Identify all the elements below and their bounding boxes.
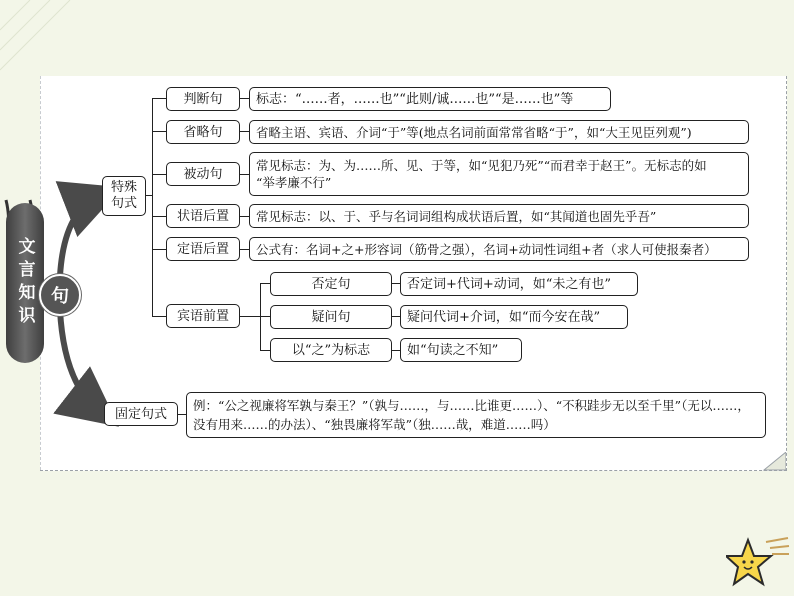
sidebar-tag-text: 文言知识 <box>14 237 35 329</box>
node-zhi-marker-label: 以“之”为标志 <box>291 342 371 358</box>
node-zhi-marker <box>270 338 392 362</box>
connector <box>260 350 270 351</box>
desc-adverbial-postpos-text: 常见标志：以、于、乎与名词词组构成状语后置，如“其闻道也固先乎吾” <box>256 208 657 224</box>
connector <box>240 316 260 317</box>
node-object-prepos <box>166 304 240 328</box>
node-omission-label: 省略句 <box>183 124 223 140</box>
connector <box>392 283 400 284</box>
star-mascot-icon <box>726 536 790 594</box>
connector <box>392 350 400 351</box>
desc-judgment-text: 标志：“……者，……也”“此则/诚……也”“是……也”等 <box>256 91 574 107</box>
desc-attributive-postpos <box>249 237 749 261</box>
node-judgment-label: 判断句 <box>183 91 223 107</box>
desc-interrogative-text: 疑问代词+介词，如“而今安在哉” <box>407 309 601 325</box>
desc-judgment <box>249 87 611 111</box>
connector <box>392 316 400 317</box>
desc-fixed-line-2: 没有用来……的办法）、“独畏廉将军哉”（独……哉，难道……吗） <box>193 417 556 432</box>
hub-node <box>39 274 81 316</box>
connector <box>240 216 249 217</box>
desc-attributive-postpos-text: 公式有：名词+之+形容词（筋骨之强），名词+动词性词组+者（求人可使报秦者） <box>256 241 717 257</box>
desc-zhi-marker <box>400 338 522 362</box>
hub-text: 句 <box>51 286 69 307</box>
connector <box>152 249 166 250</box>
node-interrogative-label: 疑问句 <box>311 309 351 325</box>
connector <box>152 98 166 99</box>
node-special-patterns <box>102 176 146 216</box>
connector <box>240 174 249 175</box>
node-negative <box>270 272 392 296</box>
node-passive-label: 被动句 <box>183 166 223 182</box>
node-attributive-postpos-label: 定语后置 <box>176 241 229 257</box>
connector <box>178 414 186 415</box>
connector <box>152 216 166 217</box>
connector <box>152 174 166 175</box>
desc-negative <box>400 272 638 296</box>
connector <box>240 131 249 132</box>
connector <box>152 131 166 132</box>
node-attributive-postpos <box>166 237 240 261</box>
desc-omission <box>249 120 749 144</box>
node-adverbial-postpos-label: 状语后置 <box>176 208 229 224</box>
connector <box>260 316 270 317</box>
desc-interrogative <box>400 305 628 329</box>
connector <box>260 283 270 284</box>
desc-zhi-marker-text: 如“句读之不知” <box>407 342 499 358</box>
node-judgment <box>166 87 240 111</box>
node-fixed-patterns <box>104 402 178 426</box>
node-omission <box>166 120 240 144</box>
node-special-patterns-label: 特殊句式 <box>110 180 137 211</box>
connector <box>240 98 249 99</box>
desc-adverbial-postpos <box>249 204 749 228</box>
connector <box>240 249 249 250</box>
desc-passive-line-2: “举孝廉不行” <box>256 175 332 190</box>
desc-fixed-line-1: 例：“公之视廉将军孰与秦王？”（孰与……，与……比谁更……）、“不积跬步无以至千里”（无以……， <box>193 398 750 413</box>
node-adverbial-postpos <box>166 204 240 228</box>
desc-passive <box>249 152 749 196</box>
page-curl <box>760 452 786 472</box>
desc-passive-line-1: 常见标志：为、为……所、见、于等，如“见犯乃死”“而君幸于赵王”。无标志的如 <box>256 158 707 173</box>
node-fixed-patterns-label: 固定句式 <box>114 406 167 422</box>
desc-fixed-patterns <box>186 392 766 438</box>
desc-omission-text: 省略主语、宾语、介词“于”等(地点名词前面常常省略“于”，如“大王见臣列观”) <box>256 124 692 140</box>
corner-decoration <box>0 0 120 80</box>
node-object-prepos-label: 宾语前置 <box>176 308 229 324</box>
node-passive <box>166 162 240 186</box>
desc-negative-text: 否定词+代词+动词，如“未之有也” <box>407 276 612 292</box>
node-interrogative <box>270 305 392 329</box>
connector <box>152 316 166 317</box>
node-negative-label: 否定句 <box>311 276 351 292</box>
